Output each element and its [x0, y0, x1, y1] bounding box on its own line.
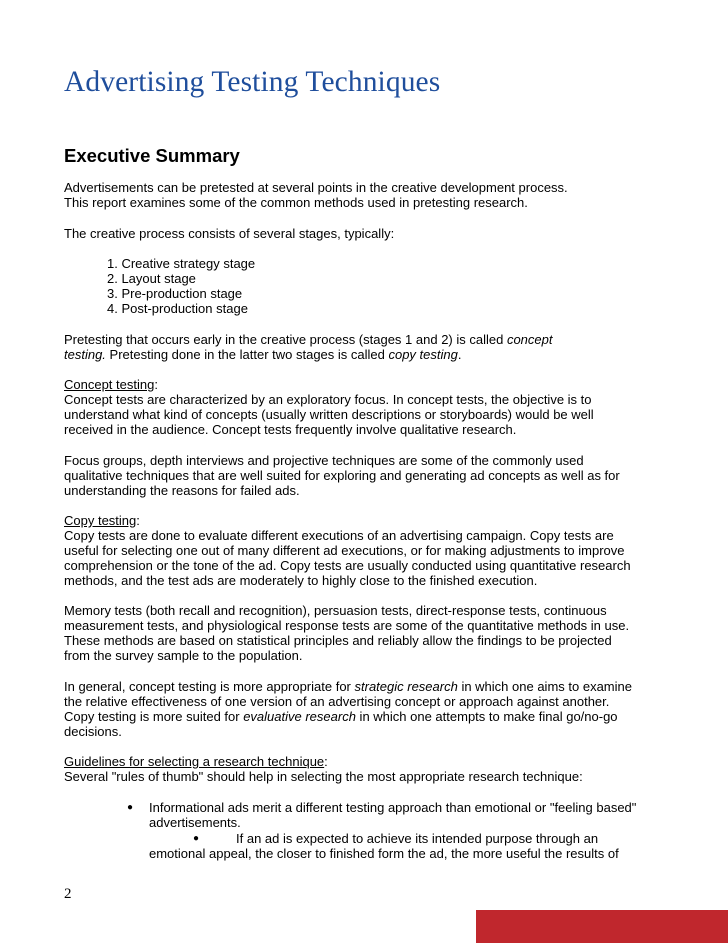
- copy-line: Memory tests (both recall and recognition), persuasion tests, direct-response tests, continuous: [64, 603, 607, 618]
- guidelines-intro: Several "rules of thumb" should help in selecting the most appropriate research technique:: [64, 769, 583, 784]
- stage-item: 2. Layout stage: [107, 271, 196, 286]
- document-title: Advertising Testing Techniques: [64, 66, 441, 98]
- general-line: In general, concept testing is more appropriate for strategic research in which one aims to examine: [64, 679, 632, 694]
- bullet-line: emotional appeal, the closer to finished form the ad, the more useful the results of: [149, 846, 619, 861]
- process-intro: The creative process consists of several stages, typically:: [64, 226, 395, 241]
- concept-line: qualitative techniques that are well suited for exploring and generating ad concepts as well as for: [64, 468, 620, 483]
- copy-line: useful for selecting one out of many different ad executions, or for making adjustments to improve: [64, 543, 625, 558]
- general-line: the relative effectiveness of one version of an advertising concept or approach against another.: [64, 694, 610, 709]
- bullet-icon: ●: [193, 833, 200, 844]
- copy-line: comprehension or the tone of the ad. Copy tests are usually conducted using quantitative research: [64, 558, 631, 573]
- bullet-line: Informational ads merit a different testing approach than emotional or "feeling based": [149, 800, 637, 815]
- intro-line: Advertisements can be pretested at several points in the creative development process.: [64, 180, 568, 195]
- section-heading: Executive Summary: [64, 145, 240, 166]
- stage-item: 3. Pre-production stage: [107, 286, 243, 301]
- pretest-line: testing. Pretesting done in the latter two stages is called copy testing.: [64, 347, 462, 362]
- pretest-line: Pretesting that occurs early in the creative process (stages 1 and 2) is called concept: [64, 332, 553, 347]
- concept-line: Concept tests are characterized by an exploratory focus. In concept tests, the objective is to: [64, 392, 592, 407]
- stage-item: 4. Post-production stage: [107, 301, 248, 316]
- copy-line: methods, and the test ads are moderately to highly close to the finished execution.: [64, 573, 538, 588]
- stage-item: 1. Creative strategy stage: [107, 256, 256, 271]
- concept-line: understanding the reasons for failed ads.: [64, 483, 300, 498]
- bullet-icon: ●: [127, 802, 134, 813]
- guidelines-heading: Guidelines for selecting a research technique:: [64, 754, 328, 769]
- page-number: 2: [64, 886, 72, 902]
- bullet-line: advertisements.: [149, 815, 241, 830]
- footer-accent-bar: [476, 910, 728, 943]
- general-line: decisions.: [64, 724, 122, 739]
- intro-line: This report examines some of the common methods used in pretesting research.: [64, 195, 528, 210]
- concept-testing-heading: Concept testing:: [64, 377, 158, 392]
- copy-line: Copy tests are done to evaluate different executions of an advertising campaign. Copy tests are: [64, 528, 614, 543]
- copy-line: These methods are based on statistical principles and reliably allow the findings to be projected: [64, 633, 612, 648]
- copy-line: measurement tests, and physiological response tests are some of the quantitative methods in use.: [64, 618, 630, 633]
- copy-testing-heading: Copy testing:: [64, 513, 140, 528]
- general-line: Copy testing is more suited for evaluative research in which one attempts to make final go/no-go: [64, 709, 618, 724]
- concept-line: understand what kind of concepts (usually written descriptions or storyboards) would be well: [64, 407, 594, 422]
- bullet-line: If an ad is expected to achieve its intended purpose through an: [236, 831, 599, 846]
- copy-line: from the survey sample to the population.: [64, 648, 303, 663]
- concept-line: received in the audience. Concept tests frequently involve qualitative research.: [64, 422, 517, 437]
- concept-line: Focus groups, depth interviews and projective techniques are some of the commonly used: [64, 453, 584, 468]
